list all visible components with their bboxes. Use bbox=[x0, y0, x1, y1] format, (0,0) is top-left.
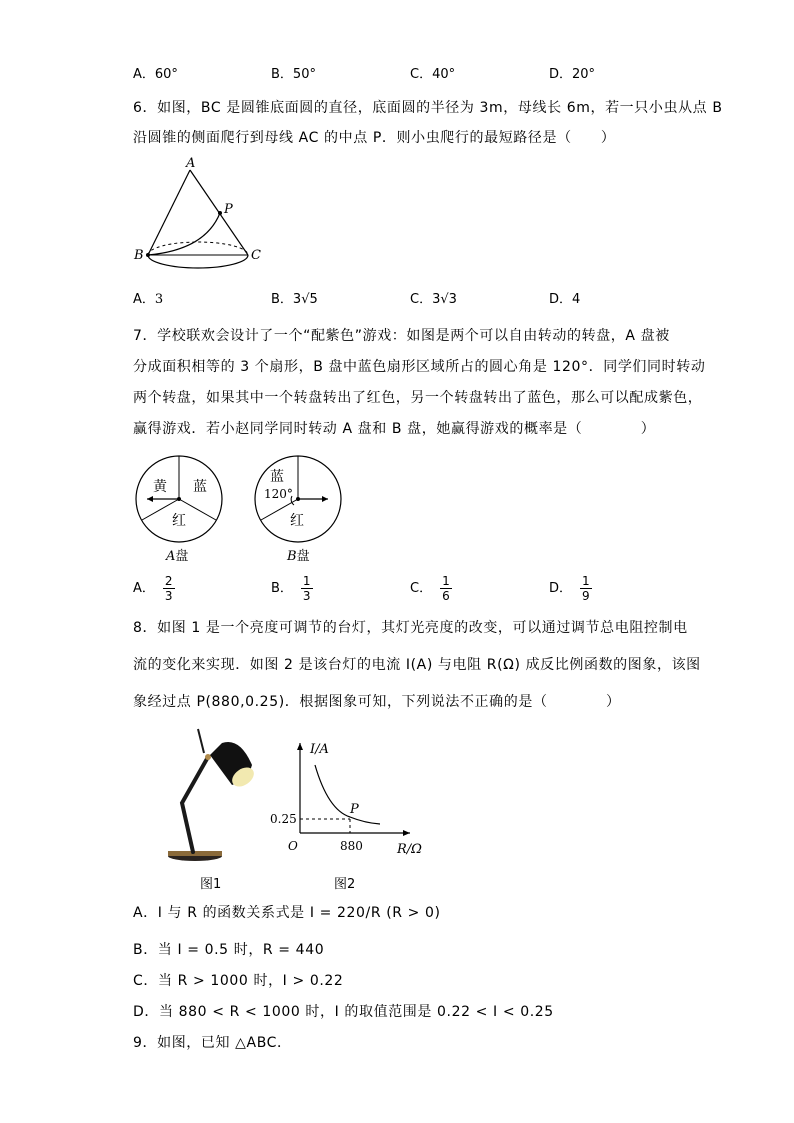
q7-option-a: A． $\frac{2}{3}$ bbox=[133, 574, 173, 603]
cone-figure bbox=[130, 155, 270, 275]
q8-text-line3: 象经过点 P(880,0.25)．根据图象可知，下列说法不正确的是（ ） bbox=[133, 694, 621, 710]
q7-text-line1: 7．学校联欢会设计了一个“配紫色”游戏：如图是两个可以自由转动的转盘，A 盘被 bbox=[133, 328, 670, 344]
q8-option-c: C．当 R > 1000 时，I > 0.22 bbox=[133, 973, 344, 989]
q7-option-d: D． $\frac{1}{9}$ bbox=[549, 574, 590, 603]
q8-option-d: D．当 880 < R < 1000 时，I 的取值范围是 0.22 < I < 0.25 bbox=[133, 1004, 554, 1020]
q8-option-b: B．当 I = 0.5 时，R = 440 bbox=[133, 942, 325, 958]
spinner-a-caption: A盘 bbox=[166, 549, 189, 564]
q7-text-line2: 分成面积相等的 3 个扇形，B 盘中蓝色扇形区域所占的圆心角是 120°．同学们同时转动 bbox=[133, 359, 706, 375]
graph-y-label: I/A bbox=[310, 742, 329, 757]
q9-text-line1: 9．如图，已知 △ABC． bbox=[133, 1035, 292, 1051]
spinner-b-angle: 120° bbox=[264, 487, 293, 501]
q7-option-b: B． $\frac{1}{3}$ bbox=[271, 574, 311, 603]
q6-option-b: B．3√5 bbox=[271, 292, 318, 307]
cone-label-p: P bbox=[224, 202, 233, 217]
graph-point-p: P bbox=[350, 802, 359, 817]
spinner-a-yellow: 黄 bbox=[153, 479, 167, 495]
spinner-a-blue: 蓝 bbox=[193, 479, 207, 495]
figure2-caption: 图2 bbox=[334, 877, 356, 892]
graph-origin: O bbox=[288, 839, 298, 853]
spinner-b-caption: B盘 bbox=[287, 549, 310, 564]
spinner-b-red: 红 bbox=[290, 513, 304, 529]
cone-label-a: A bbox=[186, 156, 196, 171]
graph-y-tick: 0.25 bbox=[270, 812, 297, 826]
spinner-b-blue: 蓝 bbox=[270, 469, 284, 485]
q5-option-b: B．50° bbox=[271, 67, 316, 82]
q7-text-line4: 赢得游戏．若小赵同学同时转动 A 盘和 B 盘，她赢得游戏的概率是（ ） bbox=[133, 421, 656, 437]
graph-x-tick: 880 bbox=[340, 839, 363, 853]
inverse-graph bbox=[270, 735, 430, 865]
q8-option-a: A．I 与 R 的函数关系式是 I = 220/R (R > 0) bbox=[133, 905, 441, 921]
q5-option-c: C．40° bbox=[410, 67, 456, 82]
spinner-b bbox=[252, 453, 344, 545]
q6-option-a: A．3 bbox=[133, 292, 164, 307]
q5-option-a: A．60° bbox=[133, 67, 178, 82]
figure1-caption: 图1 bbox=[200, 877, 222, 892]
q7-option-c: C． $\frac{1}{6}$ bbox=[410, 574, 450, 603]
q8-text-line1: 8．如图 1 是一个亮度可调节的台灯，其灯光亮度的改变，可以通过调节总电阻控制电 bbox=[133, 620, 688, 636]
q8-text-line2: 流的变化来实现．如图 2 是该台灯的电流 I(A) 与电阻 R(Ω) 成反比例函数的图象，该图 bbox=[133, 657, 701, 673]
graph-curve bbox=[315, 765, 380, 824]
graph-x-label: R/Ω bbox=[397, 842, 422, 857]
q6-option-c: C．3√3 bbox=[410, 292, 457, 307]
q6-option-d: D．4 bbox=[549, 292, 581, 307]
spinner-a-red: 红 bbox=[172, 513, 186, 529]
cone-label-b: B bbox=[134, 248, 144, 263]
q5-option-d: D．20° bbox=[549, 67, 596, 82]
desk-lamp-image bbox=[160, 725, 260, 865]
q7-text-line3: 两个转盘，如果其中一个转盘转出了红色，另一个转盘转出了蓝色，那么可以配成紫色， bbox=[133, 390, 703, 406]
spinner-a bbox=[133, 453, 225, 545]
q6-text-line2: 沿圆锥的侧面爬行到母线 AC 的中点 P．则小虫爬行的最短路径是（ ） bbox=[133, 130, 616, 146]
cone-label-c: C bbox=[251, 248, 261, 263]
q6-text-line1: 6．如图，BC 是圆锥底面圆的直径，底面圆的半径为 3m，母线长 6m，若一只小虫从点 B bbox=[133, 100, 723, 116]
